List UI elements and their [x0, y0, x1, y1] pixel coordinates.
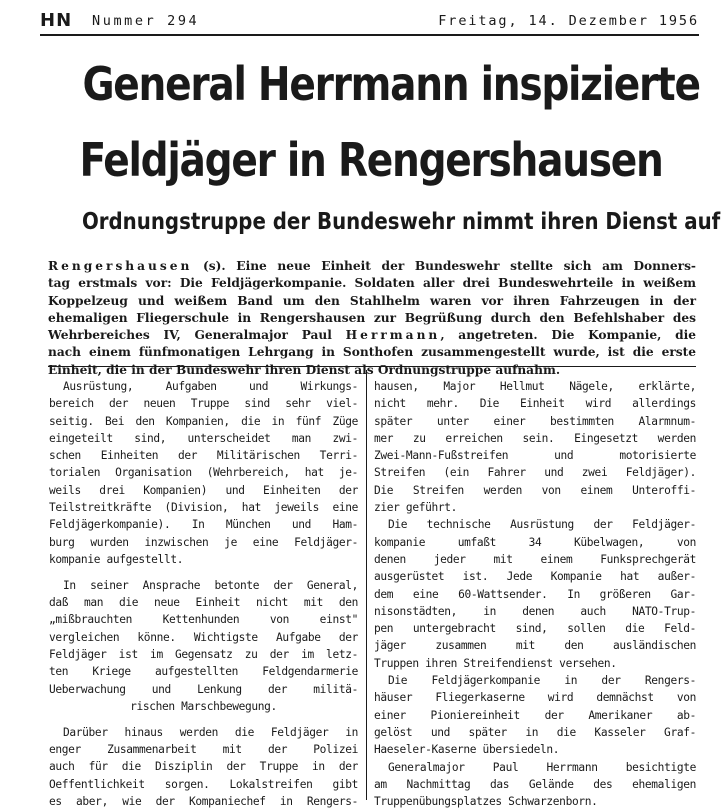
- article-column-1: [49, 378, 358, 810]
- lead-line: nach einem fünfmonatigen Lehrgang in Sonthofen zusammengestellt wurde, ist die erste: [48, 345, 696, 360]
- lead-line: Wehrbereiches IV, Generalmajor Paul Herrmann, angetreten. Die Kompanie, die: [48, 328, 696, 343]
- text-line: häuser Fliegerkaserne wird demnächst von: [374, 691, 696, 705]
- text-line: Zwei-Mann-Fußstreifen und motorisierte: [374, 449, 696, 463]
- text-line: eingeteilt sind, unterscheidet man zwi-: [49, 431, 358, 445]
- issue-number: Nummer 294: [92, 13, 200, 29]
- text-line: pen untergebracht sind, sollen die Feld-: [374, 622, 696, 636]
- newspaper-logo: HN: [40, 10, 73, 31]
- text-line: jäger zusammen mit den ausländischen: [374, 639, 696, 653]
- text-line: mer zu erreichen sein. Eingesetzt werden: [374, 431, 696, 445]
- text-line: daß man die neue Einheit nicht mit den: [49, 596, 358, 610]
- text-line: rischen Marschbewegung.: [130, 699, 277, 713]
- text-line: schen Einheiten der Militärischen Terri-: [49, 449, 358, 463]
- article-column-2: [374, 378, 696, 810]
- text-line: weils drei Kompanien) und Einheiten der: [49, 483, 358, 497]
- issue-date: Freitag, 14. Dezember 1956: [438, 13, 699, 29]
- text-line: denen jeder mit einem Funksprechgerät: [374, 552, 696, 566]
- masthead: [40, 6, 699, 36]
- text-line: vergleichen könne. Wichtigste Aufgabe der: [49, 630, 358, 644]
- text-line: Die technische Ausrüstung der Feldjäger-: [388, 518, 696, 532]
- text-line: Truppen ihren Streifendienst versehen.: [374, 656, 617, 670]
- text-line: Die Feldjägerkompanie in der Rengers-: [388, 674, 696, 688]
- lead-line: ehemaligen Fliegerschule in Rengershausen zur Begrüßung durch den Befehlshaber des: [48, 310, 696, 325]
- lead-line: tag erstmals vor: Die Feldjägerkompanie. Soldaten aller drei Bundeswehrteile in weißem: [48, 276, 696, 291]
- subheadline: Ordnungstruppe der Bundeswehr nimmt ihren Dienst auf: [81, 209, 721, 235]
- text-line: kompanie aufgestellt.: [49, 552, 184, 566]
- text-line: Streifen (ein Fahrer und zwei Feldjäger).: [374, 466, 696, 480]
- text-line: Ueberwachung und Lenkung der militä-: [49, 682, 358, 696]
- dateline: Rengershausen: [48, 259, 193, 273]
- text-line: es aber, wie der Kompaniechef in Rengers-: [49, 795, 358, 809]
- text-line: Haeseler-Kaserne übersiedeln.: [374, 743, 560, 757]
- text-line: hausen, Major Hellmut Nägele, erklärte,: [374, 380, 696, 393]
- text-line: burg wurden inzwischen je eine Feldjäger-: [49, 535, 358, 549]
- text-line: bereich der neuen Truppe sind sehr viel-: [49, 397, 358, 411]
- text-line: Truppenübungsplatzes Schwarzenborn.: [374, 795, 598, 809]
- text-line: am Nachmittag das Gelände des ehemaligen: [374, 777, 696, 791]
- text-line: ten Kriege aufgestellten Feldgendarmerie: [49, 665, 358, 679]
- lead-line: Einheit, die in der Bundeswehr ihren Dienst als Ordnungstruppe aufnahm.: [48, 362, 561, 377]
- headline-line-1: General Herrmann inspizierte: [82, 57, 700, 111]
- text-line: Die Streifen werden von einem Unteroffi-: [374, 483, 696, 497]
- lead-paragraph: [48, 258, 696, 379]
- text-line: gelöst und später in die Kasseler Graf-: [374, 725, 696, 739]
- column-divider: [366, 370, 367, 800]
- text-line: ausgerüstet ist. Jede Kompanie hat außer-: [374, 570, 696, 584]
- text-line: Oeffentlichkeit sorgen. Lokalstreifen gibt: [49, 777, 358, 791]
- text-line: Ausrüstung, Aufgaben und Wirkungs-: [63, 380, 358, 393]
- text-line: einer Pioniereinheit der Amerikaner ab-: [374, 708, 696, 722]
- text-line: In seiner Ansprache betonte der General,: [63, 578, 358, 592]
- text-line: Teilstreitkräfte (Division, hat jeweils eine: [49, 501, 358, 515]
- lead-divider: [48, 366, 696, 367]
- text-line: Feldjäger ist im Gegensatz zu der im letz-: [49, 648, 358, 662]
- text-line: nisonstädten, in denen auch NATO-Trup-: [374, 604, 696, 618]
- text-line: enger Zusammenarbeit mit der Polizei: [49, 743, 358, 757]
- text-line: kompanie umfaßt 34 Kübelwagen, von: [374, 535, 696, 549]
- text-line: Feldjägerkompanie). In München und Ham-: [49, 518, 358, 532]
- lead-line: Koppelzeug und weißem Band um den Stahlhelm waren vor ihren Fahrzeugen in der: [48, 293, 696, 308]
- lead-line: Rengershausen (s). Eine neue Einheit der Bundeswehr stellte sich am Donners-: [48, 259, 696, 273]
- text-line: seitig. Bei den Kompanien, die in fünf Züge: [49, 414, 358, 428]
- text-line: Darüber hinaus werden die Feldjäger in: [63, 725, 358, 739]
- text-line: später unter einer bestimmten Alarmnum-: [374, 414, 696, 428]
- text-line: zier geführt.: [374, 501, 458, 515]
- text-line: auch für die Disziplin der Truppe in der: [49, 760, 358, 774]
- text-line: dem eine 60-Wattsender. In größeren Gar-: [374, 587, 696, 601]
- text-line: Generalmajor Paul Herrmann besichtigte: [388, 760, 696, 774]
- text-line: nicht mehr. Die Einheit wird allerdings: [374, 397, 696, 411]
- person-name: Herrmann: [345, 328, 441, 343]
- text-line: torialen Organisation (Wehrbereich, hat je-: [49, 466, 358, 480]
- text-line: „mißbrauchten Kettenhunden von einst": [49, 613, 358, 627]
- headline-line-2: Feldjäger in Rengershausen: [79, 133, 663, 187]
